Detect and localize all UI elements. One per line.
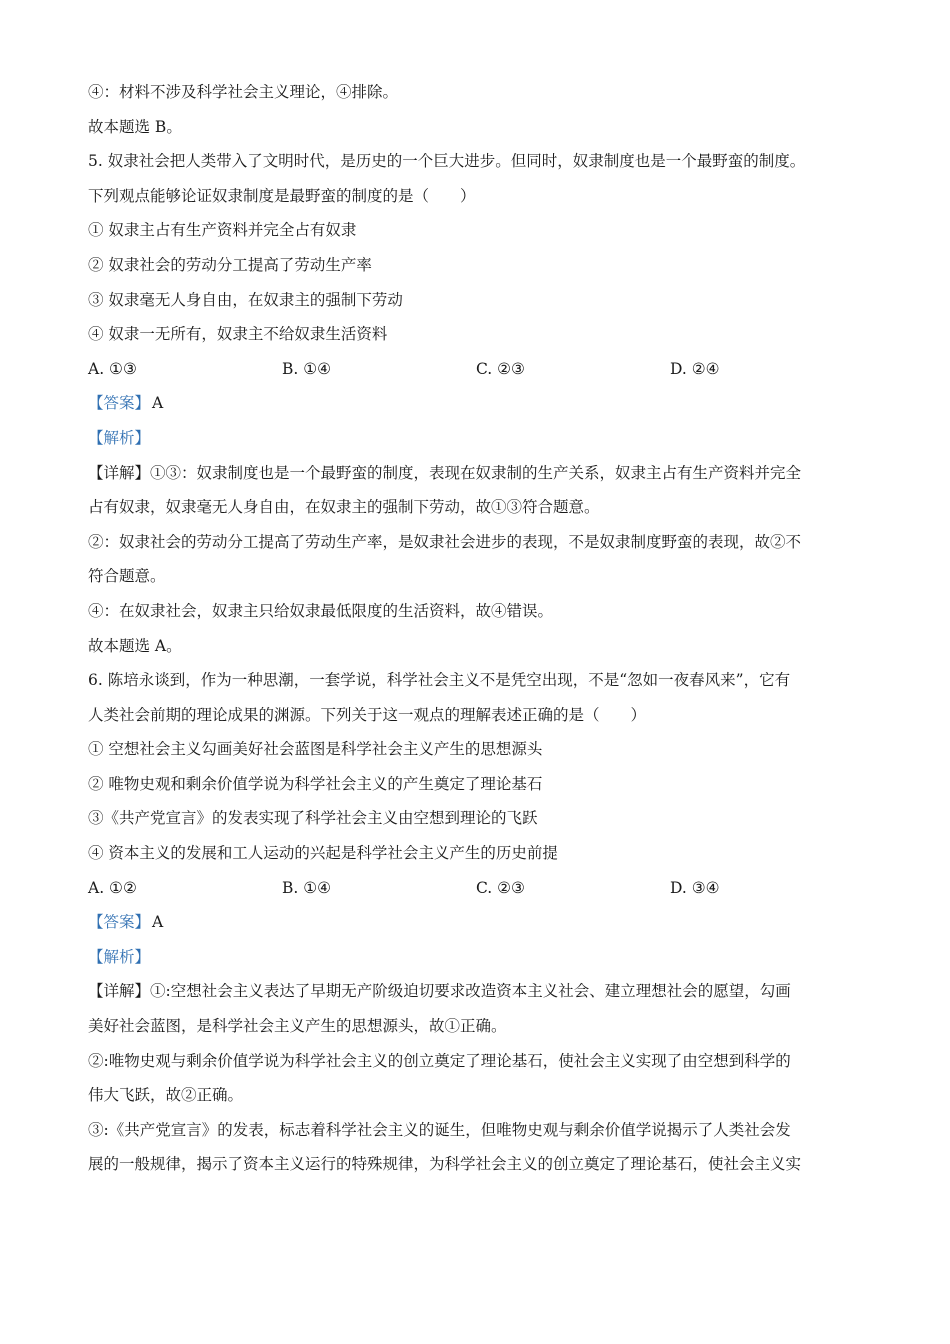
q6-option-a: A. ①② xyxy=(88,878,137,897)
q4-conclusion: 故本题选 B。 xyxy=(88,117,182,136)
q6-detail-text-1: ①:空想社会主义表达了早期无产阶级迫切要求改造资本主义社会、建立理想社会的愿望，勾画 xyxy=(150,982,791,1001)
q5-answer-tag: 【答案】 xyxy=(88,394,151,413)
q6-stem-line-2: 人类社会前期的理论成果的渊源。下列关于这一观点的理解表述正确的是（ ） xyxy=(88,705,647,724)
q4-analysis-line: ④：材料不涉及科学社会主义理论，④排除。 xyxy=(88,83,399,101)
q6-answer-value: A xyxy=(152,913,164,932)
q5-conclusion: 故本题选 A。 xyxy=(88,636,182,655)
q5-detail-line-2: 占有奴隶，奴隶毫无人身自由，在奴隶主的强制下劳动，故①③符合题意。 xyxy=(88,498,600,517)
q5-statement-1: ① 奴隶主占有生产资料并完全占有奴隶 xyxy=(88,221,357,240)
q5-statement-4: ④ 奴隶一无所有，奴隶主不给奴隶生活资料 xyxy=(88,325,388,344)
document-page xyxy=(88,78,868,1185)
q5-analysis-tag: 【解析】 xyxy=(88,428,151,447)
q6-detail-line-2: 美好社会蓝图，是科学社会主义产生的思想源头，故①正确。 xyxy=(88,1017,507,1036)
q6-detail-tag: 【详解】 xyxy=(88,982,151,1001)
q6-detail-line-3: ②:唯物史观与剩余价值学说为科学社会主义的创立奠定了理论基石，使社会主义实现了由空想到科学的 xyxy=(88,1051,791,1070)
q5-detail-line-5: ④：在奴隶社会，奴隶主只给奴隶最低限度的生活资料，故④错误。 xyxy=(88,601,554,620)
q5-options xyxy=(88,355,868,390)
q6-detail-line-6: 展的一般规律，揭示了资本主义运行的特殊规律，为科学社会主义的创立奠定了理论基石，使社会主义实 xyxy=(88,1155,802,1174)
q5-statement-2: ② 奴隶社会的劳动分工提高了劳动生产率 xyxy=(88,255,372,274)
q5-stem-line-2: 下列观点能够论证奴隶制度是最野蛮的制度的是（ ） xyxy=(88,186,476,205)
q5-option-b: B. ①④ xyxy=(282,359,332,378)
q6-analysis-tag: 【解析】 xyxy=(88,947,151,966)
q5-detail-line-1 xyxy=(88,459,868,494)
q6-answer-tag: 【答案】 xyxy=(88,913,151,932)
q5-option-d: D. ②④ xyxy=(670,359,720,378)
q5-detail-line-4: 符合题意。 xyxy=(88,567,166,586)
q6-statement-4: ④ 资本主义的发展和工人运动的兴起是科学社会主义产生的历史前提 xyxy=(88,844,558,863)
q6-analysis-heading xyxy=(88,943,868,978)
q5-answer-value: A xyxy=(152,394,164,413)
q6-option-b: B. ①④ xyxy=(282,878,332,897)
q5-option-c: C. ②③ xyxy=(476,359,525,378)
q6-statement-3: ③《共产党宣言》的发表实现了科学社会主义由空想到理论的飞跃 xyxy=(88,809,538,828)
q6-statement-2: ② 唯物史观和剩余价值学说为科学社会主义的产生奠定了理论基石 xyxy=(88,774,543,793)
q6-stem-line-1: 6. 陈培永谈到，作为一种思潮，一套学说，科学社会主义不是凭空出现，不是“忽如一夜春风来”，它有 xyxy=(88,671,791,690)
q5-answer xyxy=(88,389,868,424)
q6-statement-1: ① 空想社会主义勾画美好社会蓝图是科学社会主义产生的思想源头 xyxy=(88,740,543,759)
q6-detail-line-1 xyxy=(88,977,868,1012)
q6-detail-line-4: 伟大飞跃，故②正确。 xyxy=(88,1086,244,1105)
q5-statement-3: ③ 奴隶毫无人身自由，在奴隶主的强制下劳动 xyxy=(88,290,403,309)
q5-option-a: A. ①③ xyxy=(88,359,137,378)
q5-stem-line-1: 5. 奴隶社会把人类带入了文明时代，是历史的一个巨大进步。但同时，奴隶制度也是一个最野蛮的制度。 xyxy=(88,152,806,171)
q5-detail-line-3: ②：奴隶社会的劳动分工提高了劳动生产率，是奴隶社会进步的表现，不是奴隶制度野蛮的表现，故②不 xyxy=(88,532,802,551)
q5-detail-tag: 【详解】 xyxy=(88,463,151,482)
q6-option-d: D. ③④ xyxy=(670,878,720,897)
q6-option-c: C. ②③ xyxy=(476,878,525,897)
q6-answer xyxy=(88,908,868,943)
q6-detail-line-5: ③:《共产党宣言》的发表，标志着科学社会主义的诞生，但唯物史观与剩余价值学说揭示了人类社会发 xyxy=(88,1120,791,1139)
q5-analysis-heading xyxy=(88,424,868,459)
q5-detail-text-1: ①③：奴隶制度也是一个最野蛮的制度，表现在奴隶制的生产关系，奴隶主占有生产资料并完全 xyxy=(150,463,802,482)
q6-options xyxy=(88,874,868,909)
